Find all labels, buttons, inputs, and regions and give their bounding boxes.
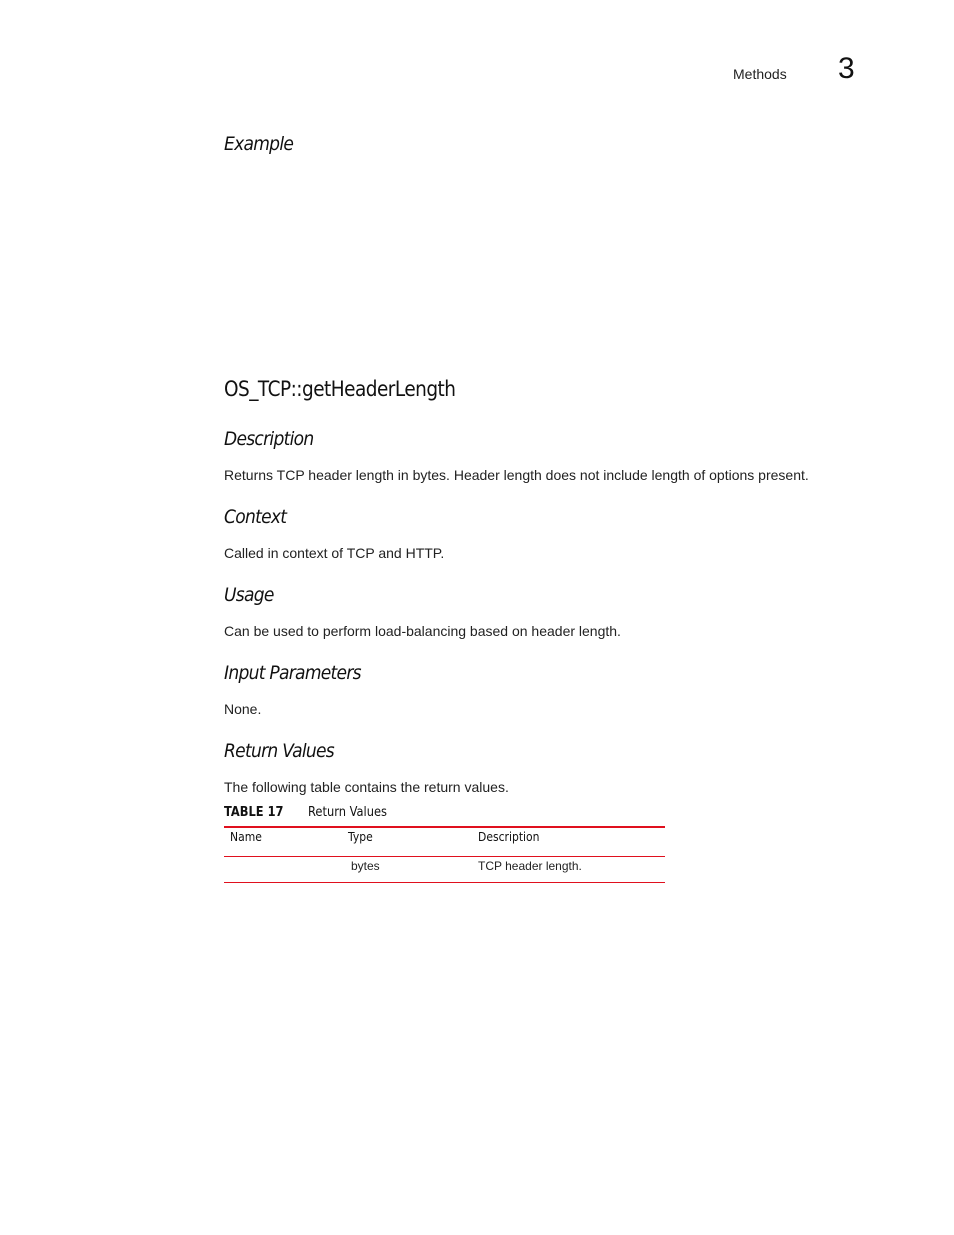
table-header-type: Type (348, 830, 373, 844)
context-text: Called in context of TCP and HTTP. (224, 545, 445, 561)
context-heading: Context (224, 506, 287, 528)
input-parameters-text: None. (224, 701, 262, 717)
description-text: Returns TCP header length in bytes. Header length does not include length of options present. (224, 467, 809, 483)
return-values-heading: Return Values (224, 740, 334, 762)
table-cell-type: bytes (351, 859, 380, 873)
table-number: TABLE 17 (224, 805, 284, 820)
table-top-rule (224, 826, 665, 828)
table-header-description: Description (478, 830, 540, 844)
chapter-number: 3 (838, 52, 855, 85)
table-title: Return Values (308, 805, 387, 820)
input-parameters-heading: Input Parameters (224, 662, 361, 684)
table-bottom-rule (224, 882, 665, 883)
example-heading: Example (224, 133, 294, 155)
usage-heading: Usage (224, 584, 274, 606)
method-title: OS_TCP::getHeaderLength (224, 377, 456, 401)
description-heading: Description (224, 428, 314, 450)
table-header-rule (224, 856, 665, 857)
usage-text: Can be used to perform load-balancing based on header length. (224, 623, 621, 639)
table-header-name: Name (230, 830, 262, 844)
running-header-section: Methods (733, 66, 787, 82)
table-cell-description: TCP header length. (478, 859, 582, 873)
return-values-text: The following table contains the return values. (224, 779, 509, 795)
